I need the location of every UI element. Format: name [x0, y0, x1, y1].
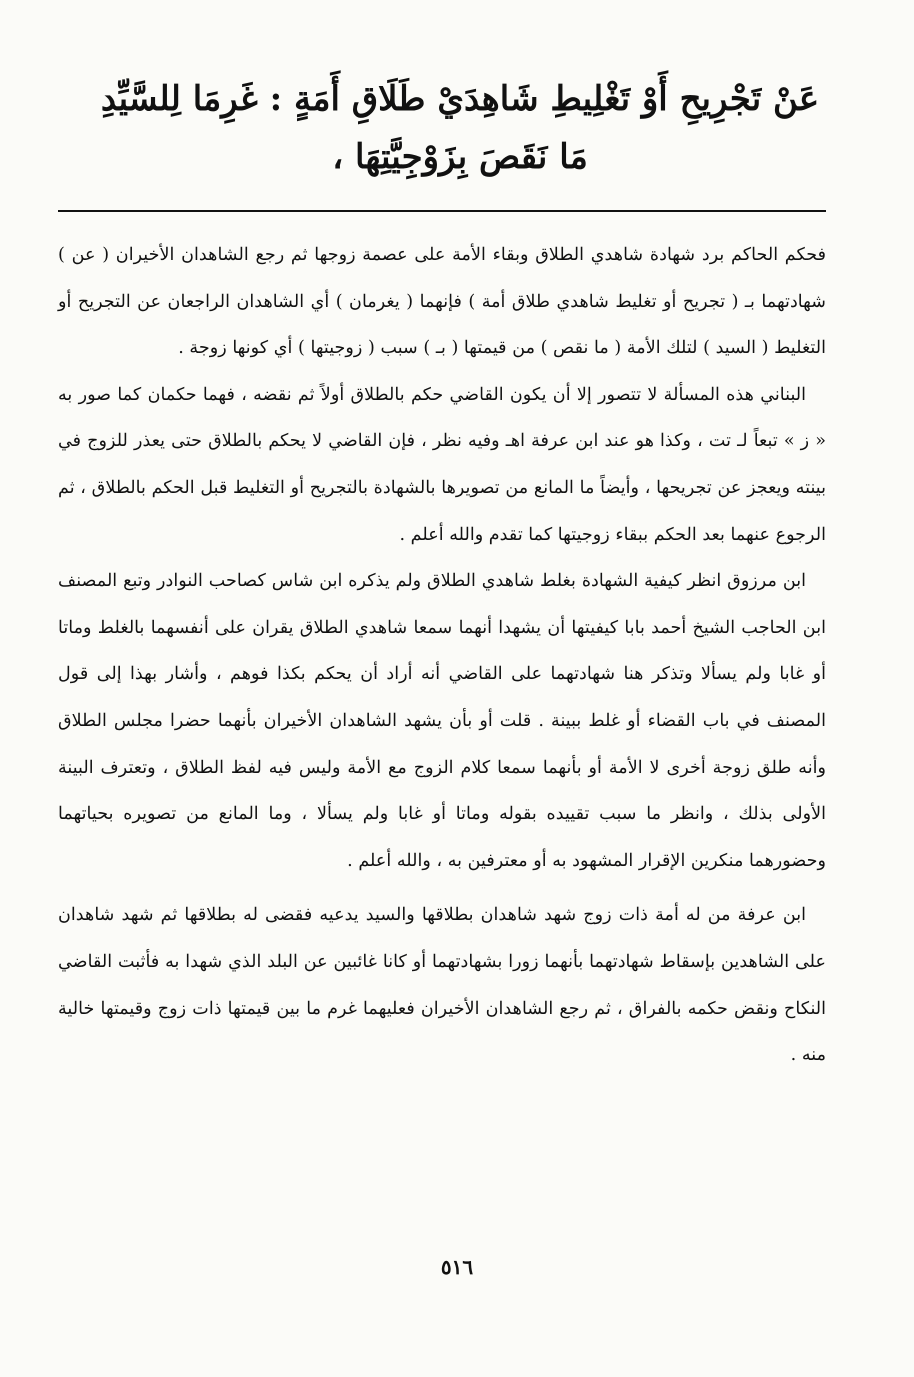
heading-line-1: عَنْ تَجْرِيحِ أَوْ تَغْلِيطِ شَاهِدَيْ طَلَاقِ أَمَةٍ : غَرِمَا لِلسَّيِّدِ	[100, 79, 820, 119]
commentary-body	[58, 232, 826, 1079]
heading-divider	[58, 210, 826, 212]
paragraph-4: ابن عرفة من له أمة ذات زوج شهد شاهدان بطلاقها والسيد يدعيه فقضى له بطلاقها ثم شهد شاهدان على الشاهدين بإسقاط شهادتهما بأنهما زورا بشهادتهما أو كانا غائبين عن البلد الذي شهدا به فأثبت القاضي النكاح ونقض حكمه بالفراق ، ثم رجع الشاهدان الأخيران فعليهما غرم ما بين قيمتها ذات زوج وقيمتها خالية منه .	[58, 905, 826, 1066]
heading-line-2: مَا نَقَصَ بِزَوْجِيَّتِهَا ،	[332, 137, 588, 177]
paragraph-1: فحكم الحاكم برد شهادة شاهدي الطلاق وبقاء الأمة على عصمة زوجها ثم رجع الشاهدان الأخيران ( عن ) شهادتهما بـ ( تجريح أو تغليط شاهدي طلاق أمة ) فإنهما ( يغرمان ) أي الشاهدان الراجعان عن التجريح أو التغليط ( السيد ) لتلك الأمة ( ما نقص ) من قيمتها ( بـ ) سبب ( زوجيتها ) أي كونها زوجة .	[58, 245, 826, 359]
paragraph-3: ابن مرزوق انظر كيفية الشهادة بغلط شاهدي الطلاق ولم يذكره ابن شاس كصاحب النوادر وتبع المصنف ابن الحاجب الشيخ أحمد بابا كيفيتها أن يشهدا أنهما سمعا شاهدي الطلاق يقران على أنفسهما بالغلط وماتا أو غابا ولم يسألا وتذكر هنا شهادتهما على القاضي أنه أراد أن يحكم بكذا فوهم ، وأشار بهذا إلى قول المصنف في باب القضاء أو غلط ببينة . قلت أو بأن يشهد الشاهدان الأخيران بأنهما حضرا مجلس الطلاق وأنه طلق زوجة أخرى لا الأمة أو بأنهما سمعا كلام الزوج مع الأمة وليس فيه لفظ الطلاق ، وتعترف البينة الأولى بذلك ، وانظر ما سبب تقييده بقوله وماتا أو غابا ولم يسألا ، وما المانع من تصويره بحياتهما وحضورهما منكرين الإقرار المشهود به أو معترفين به ، والله أعلم .	[58, 571, 826, 871]
section-heading	[70, 70, 850, 186]
paragraph-2: البناني هذه المسألة لا تتصور إلا أن يكون القاضي حكم بالطلاق أولاً ثم نقضه ، فهما حكمان كما صور به « ز » تبعاً لـ تت ، وكذا هو عند ابن عرفة اهـ وفيه نظر ، فإن القاضي لا يحكم بالطلاق حتى يعذر للزوج في بينته ويعجز عن تجريحها ، وأيضاً ما المانع من تصويرها بالشهادة بالتجريح أو التغليط قبل الحكم بالطلاق ، ثم الرجوع عنهما بعد الحكم ببقاء زوجيتها كما تقدم والله أعلم .	[58, 384, 826, 545]
page-number: ٥١٦	[440, 1255, 474, 1279]
